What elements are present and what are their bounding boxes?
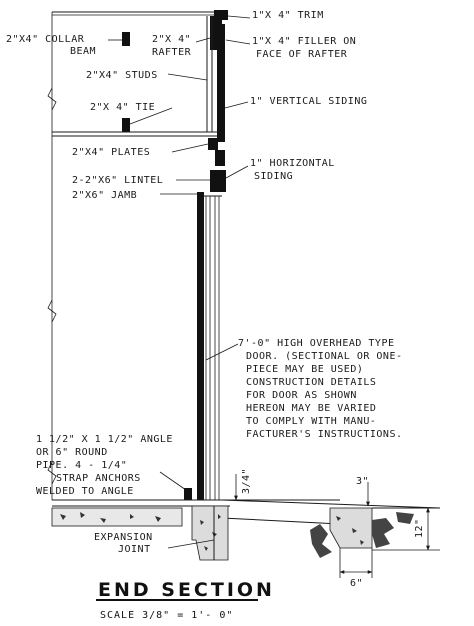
label-collar-beam-b: BEAM — [70, 46, 97, 57]
collar-beam — [122, 32, 130, 46]
grade-beam-right — [330, 508, 372, 548]
leader-studs — [168, 74, 207, 80]
lintel — [210, 170, 226, 192]
angle-note-line-3: PIPE. 4 - 1/4" — [36, 460, 128, 471]
label-horizontal-siding-a: 1" HORIZONTAL — [250, 158, 335, 169]
dim-label-three: 3" — [356, 476, 370, 487]
door-note-line-8: FACTURER'S INSTRUCTIONS. — [246, 429, 403, 440]
labels — [6, 10, 425, 589]
label-rafter-b: RAFTER — [152, 47, 192, 58]
dim-label-twelve: 12" — [414, 518, 425, 538]
label-jamb: 2"X6" JAMB — [72, 190, 138, 201]
footing — [192, 506, 228, 560]
angle-note-line-2: OR 6" ROUND — [36, 447, 108, 458]
door-note-line-1: 7'-0" HIGH OVERHEAD TYPE — [238, 338, 395, 349]
label-expansion-a: EXPANSION — [94, 532, 153, 543]
label-lintel: 2-2"X6" LINTEL — [72, 175, 164, 186]
label-collar-beam-a: 2"X4" COLLAR — [6, 34, 85, 45]
door-note-line-6: HEREON MAY BE VARIED — [246, 403, 377, 414]
leader-hsiding — [226, 166, 248, 178]
apron-top — [222, 500, 440, 508]
label-studs: 2"X4" STUDS — [86, 70, 158, 81]
door-note-line-7: TO COMPLY WITH MANU- — [246, 416, 377, 427]
tie — [122, 118, 130, 132]
door-note-line-3: PIECE MAY BE USED) — [246, 364, 364, 375]
title-block — [96, 579, 275, 621]
jamb — [197, 192, 204, 500]
label-tie: 2"X 4" TIE — [90, 102, 156, 113]
label-horizontal-siding-b: SIDING — [254, 171, 294, 182]
plates — [208, 138, 218, 150]
vertical-siding — [217, 24, 225, 142]
label-trim: 1"X 4" TRIM — [252, 10, 324, 21]
dim-label-six: 6" — [350, 578, 364, 589]
angle-note-line-4: STRAP ANCHORS — [56, 473, 141, 484]
dim-label-three-quarter: 3/4" — [241, 467, 252, 494]
trim — [214, 10, 228, 20]
label-filler-a: 1"X 4" FILLER ON — [252, 36, 357, 47]
leader-filler — [226, 40, 250, 44]
horizontal-siding-a — [215, 150, 225, 166]
slab-left — [52, 508, 182, 526]
door-note-line-2: DOOR. (SECTIONAL OR ONE- — [246, 351, 403, 362]
drawing-scale: SCALE 3/8" = 1'- 0" — [100, 610, 234, 621]
door-note-line-5: FOR DOOR AS SHOWN — [246, 390, 357, 401]
angle-note-line-5: WELDED TO ANGLE — [36, 486, 134, 497]
leader-trim — [228, 16, 250, 18]
leader-vsiding — [225, 102, 248, 108]
leader-plates — [172, 144, 208, 152]
label-plates: 2"X4" PLATES — [72, 147, 151, 158]
leader-lines — [108, 16, 250, 548]
label-filler-b: FACE OF RAFTER — [256, 49, 348, 60]
leader-rafter — [196, 38, 210, 42]
drawing-title: END SECTION — [98, 579, 275, 601]
door-note-line-4: CONSTRUCTION DETAILS — [246, 377, 377, 388]
angle-note-line-1: 1 1/2" X 1 1/2" ANGLE — [36, 434, 173, 445]
label-rafter-a: 2"X 4" — [152, 34, 192, 45]
framing-structure — [48, 10, 228, 500]
apron-bottom — [222, 518, 340, 524]
foundation — [52, 500, 440, 560]
label-expansion-b: JOINT — [118, 544, 151, 555]
label-vertical-siding: 1" VERTICAL SIDING — [250, 96, 368, 107]
leader-door — [206, 344, 238, 360]
leader-angle — [160, 472, 186, 490]
